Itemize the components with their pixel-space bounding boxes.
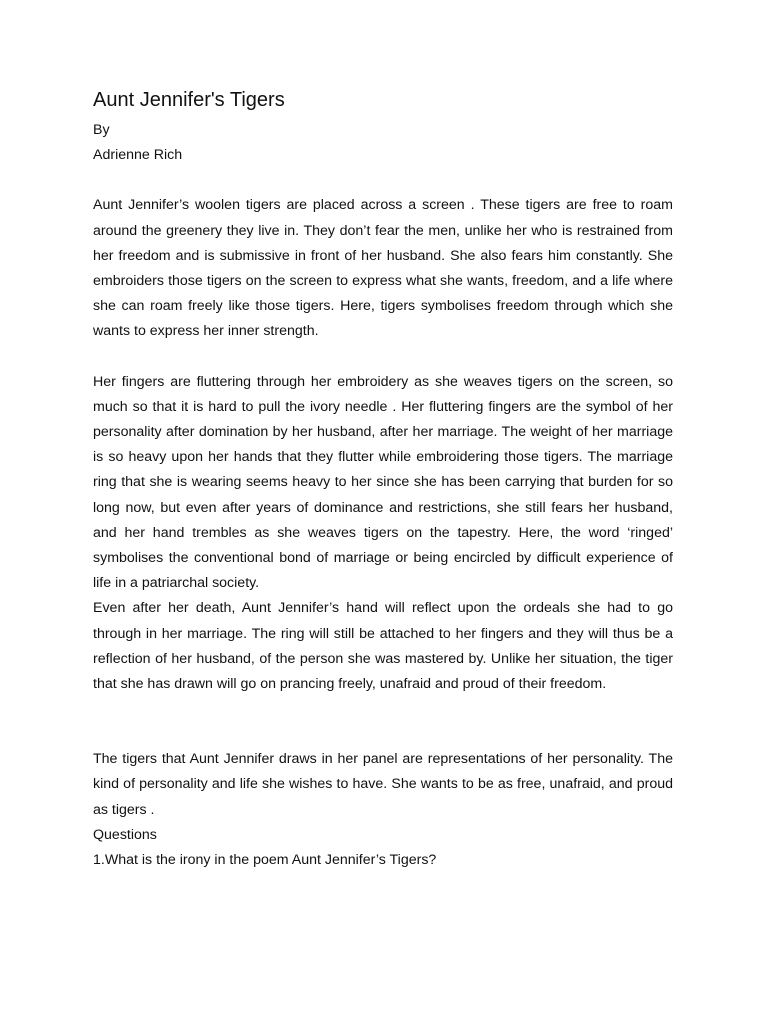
author-name: Adrienne Rich xyxy=(93,147,183,164)
questions-heading: Questions xyxy=(93,826,157,843)
document-page xyxy=(93,88,673,873)
paragraph-3: Even after her death, Aunt Jennifer’s hand will reflect upon the ordeals she had to go through in her marriage. The ring will still be attached to her fingers and they will thus be a reflection of her husband, of the person she was mastered by. Unlike her situation, the tiger that she has drawn will go on prancing freely, unafraid and proud of their freedom. xyxy=(93,600,673,693)
by-label: By xyxy=(93,122,110,138)
paragraph-4: The tigers that Aunt Jennifer draws in her panel are representations of her personality. The kind of personality and life she wishes to have. She wants to be as free, unafraid, and proud as tigers . xyxy=(93,751,673,818)
question-1: 1.What is the irony in the poem Aunt Jennifer’s Tigers? xyxy=(93,852,437,869)
paragraph-2: Her fingers are fluttering through her embroidery as she weaves tigers on the screen, so much so that it is hard to pull the ivory needle . Her fluttering fingers are the symbol of her personality after domination by her husband, after her marriage. The weight of her marriage is so heavy upon her hands that they flutter while embroidering those tigers. The marriage ring that she is wearing seems heavy to her since she has been carrying that burden for so long now, but even after years of dominance and restrictions, she still fears her husband, and her hand trembles as she weaves tigers on the tapestry. Here, the word ‘ringed’ symbolises the conventional bond of marriage or being encircled by difficult experience of life in a patriarchal society. xyxy=(93,373,673,592)
paragraph-1: Aunt Jennifer’s woolen tigers are placed across a screen . These tigers are free to roam around the greenery they live in. They don’t fear the men, unlike her who is restrained from her freedom and is submissive in front of her husband. She also fears him constantly. She embroiders those tigers on the screen to express what she wants, freedom, and a life where she can roam freely like those tigers. Here, tigers symbolises freedom through which she wants to express her inner strength. xyxy=(93,197,673,340)
document-title: Aunt Jennifer's Tigers xyxy=(93,89,285,111)
